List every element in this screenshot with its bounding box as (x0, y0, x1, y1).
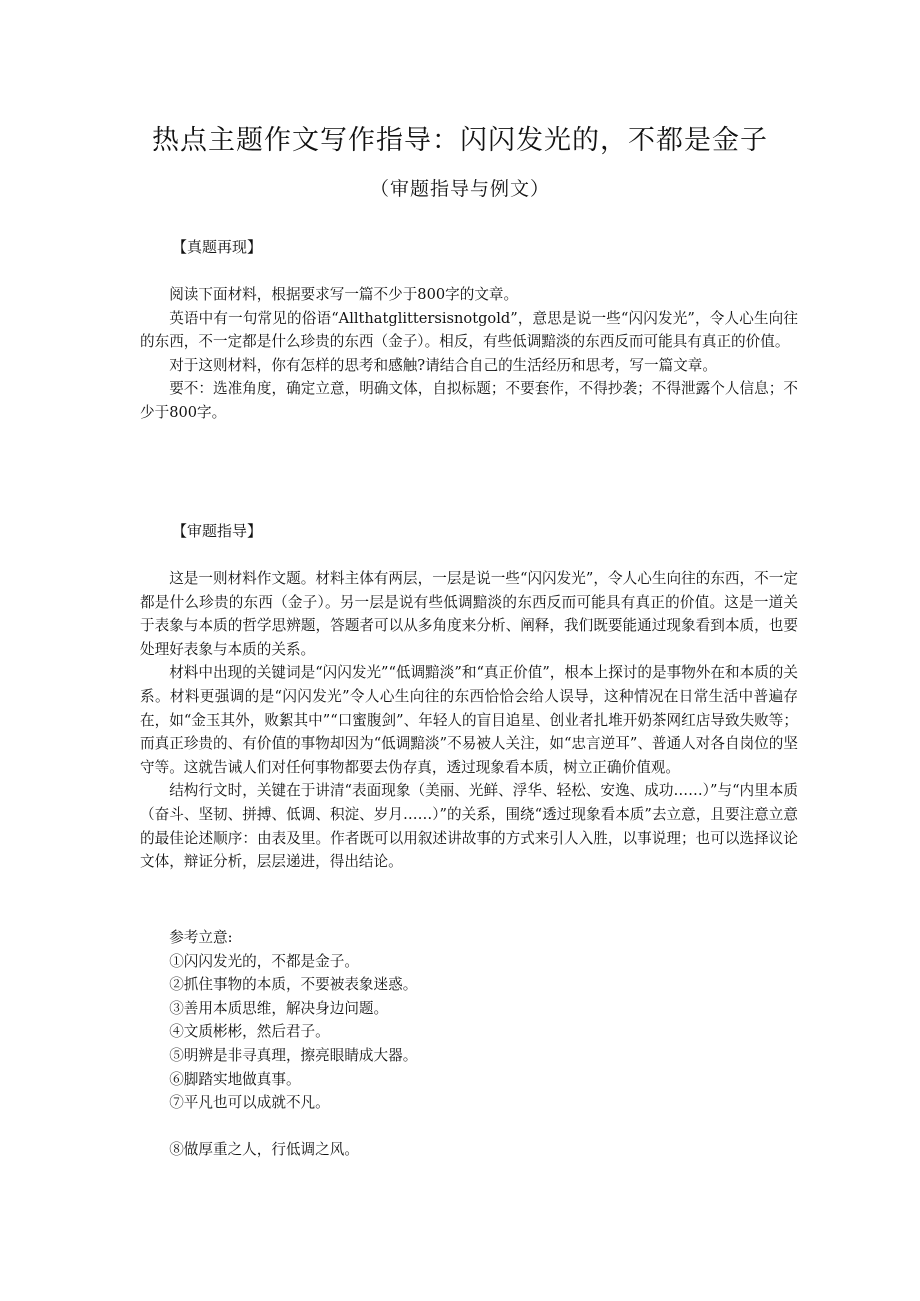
paragraph: 要不：选准角度，确定立意，明确文体，自拟标题；不要套作，不得抄袭；不得泄露个人信息；不少于800字。 (140, 380, 798, 421)
list-item: ④文质彬彬，然后君子。 (169, 1023, 330, 1041)
list-item: ⑥脚踏实地做真事。 (169, 1070, 301, 1088)
paragraph: 英语中有一句常见的俗语“Allthatglittersisnotgold”，意思是说一些“闪闪发光”，令人心生向往的东西，不一定都是什么珍贵的东西（金子）。相反，有些低调黯淡的东西反而可能具有真正的价值。 (140, 309, 798, 351)
list-item: ⑤明辨是非寻真理，擦亮眼睛成大器。 (169, 1046, 418, 1064)
document-title: 热点主题作文写作指导：闪闪发光的，不都是金子 (152, 125, 768, 156)
paragraph: 结构行文时，关键在于讲清“表面现象（美丽、光鲜、浮华、轻松、安逸、成功……）”与“内里本质（奋斗、坚韧、拼搏、低调、积淀、岁月……）”的关系，围绕“透过现象看本质”去立意，且要注意立意的最佳论述顺序：由表及里。作者既可以用叙述讲故事的方式来引人入胜，以事说理；也可以选择议论文体，辩证分析，层层递进，得出结论。 (140, 782, 798, 871)
paragraph: 阅读下面材料，根据要求写一篇不少于800字的文章。 (169, 286, 519, 303)
list-item: ①闪闪发光的，不都是金子。 (169, 952, 359, 970)
list-item: ⑧做厚重之人，行低调之风。 (169, 1141, 359, 1158)
reference-label: 参考立意: (169, 929, 233, 946)
document-subtitle: （审题指导与例文） (369, 178, 550, 200)
list-item: ⑦平凡也可以成就不凡。 (169, 1094, 330, 1112)
section-heading-guidance: 【审题指导】 (172, 522, 263, 540)
guidance-body (140, 567, 798, 874)
paragraph: 材料中出现的关键词是“闪闪发光”“低调黯淡”和“真正价值”，根本上探讨的是事物外在和本质的关系。材料更强调的是“闪闪发光”令人心生向往的东西恰恰会给人误导，这种情况在日常生活中普遍存在，如“金玉其外，败絮其中”“口蜜腹剑”、年轻人的盲目追星、创业者扎堆开奶茶网红店导致失败等；而真正珍贵的、有价值的事物却因为“低调黯淡”不易被人关注，如“忠言逆耳”、普通人对各自岗位的坚守等。这就告诫人们对任何事物都要去伪存真，透过现象看本质，树立正确价值观。 (140, 664, 798, 776)
list-item: ②抓住事物的本质，不要被表象迷惑。 (169, 976, 418, 994)
reference-ideas-list-continued (140, 1138, 798, 1162)
section-heading-real-question: 【真题再现】 (172, 238, 263, 256)
paragraph: 对于这则材料，你有怎样的思考和感触?请结合自己的生活经历和思考，写一篇文章。 (169, 356, 717, 374)
list-item: ③善用本质思维，解决身边问题。 (169, 999, 389, 1017)
real-question-body (140, 283, 798, 425)
paragraph: 这是一则材料作文题。材料主体有两层，一层是说一些“闪闪发光”，令人心生向往的东西，不一定都是什么珍贵的东西（金子）。另一层是说有些低调黯淡的东西反而可能具有真正的价值。这是一道关于表象与本质的哲学思辨题，答题者可以从多角度来分析、阐释，我们既要能通过现象看到本质，也要处理好表象与本质的关系。 (140, 570, 798, 658)
reference-ideas-list (140, 926, 798, 1115)
